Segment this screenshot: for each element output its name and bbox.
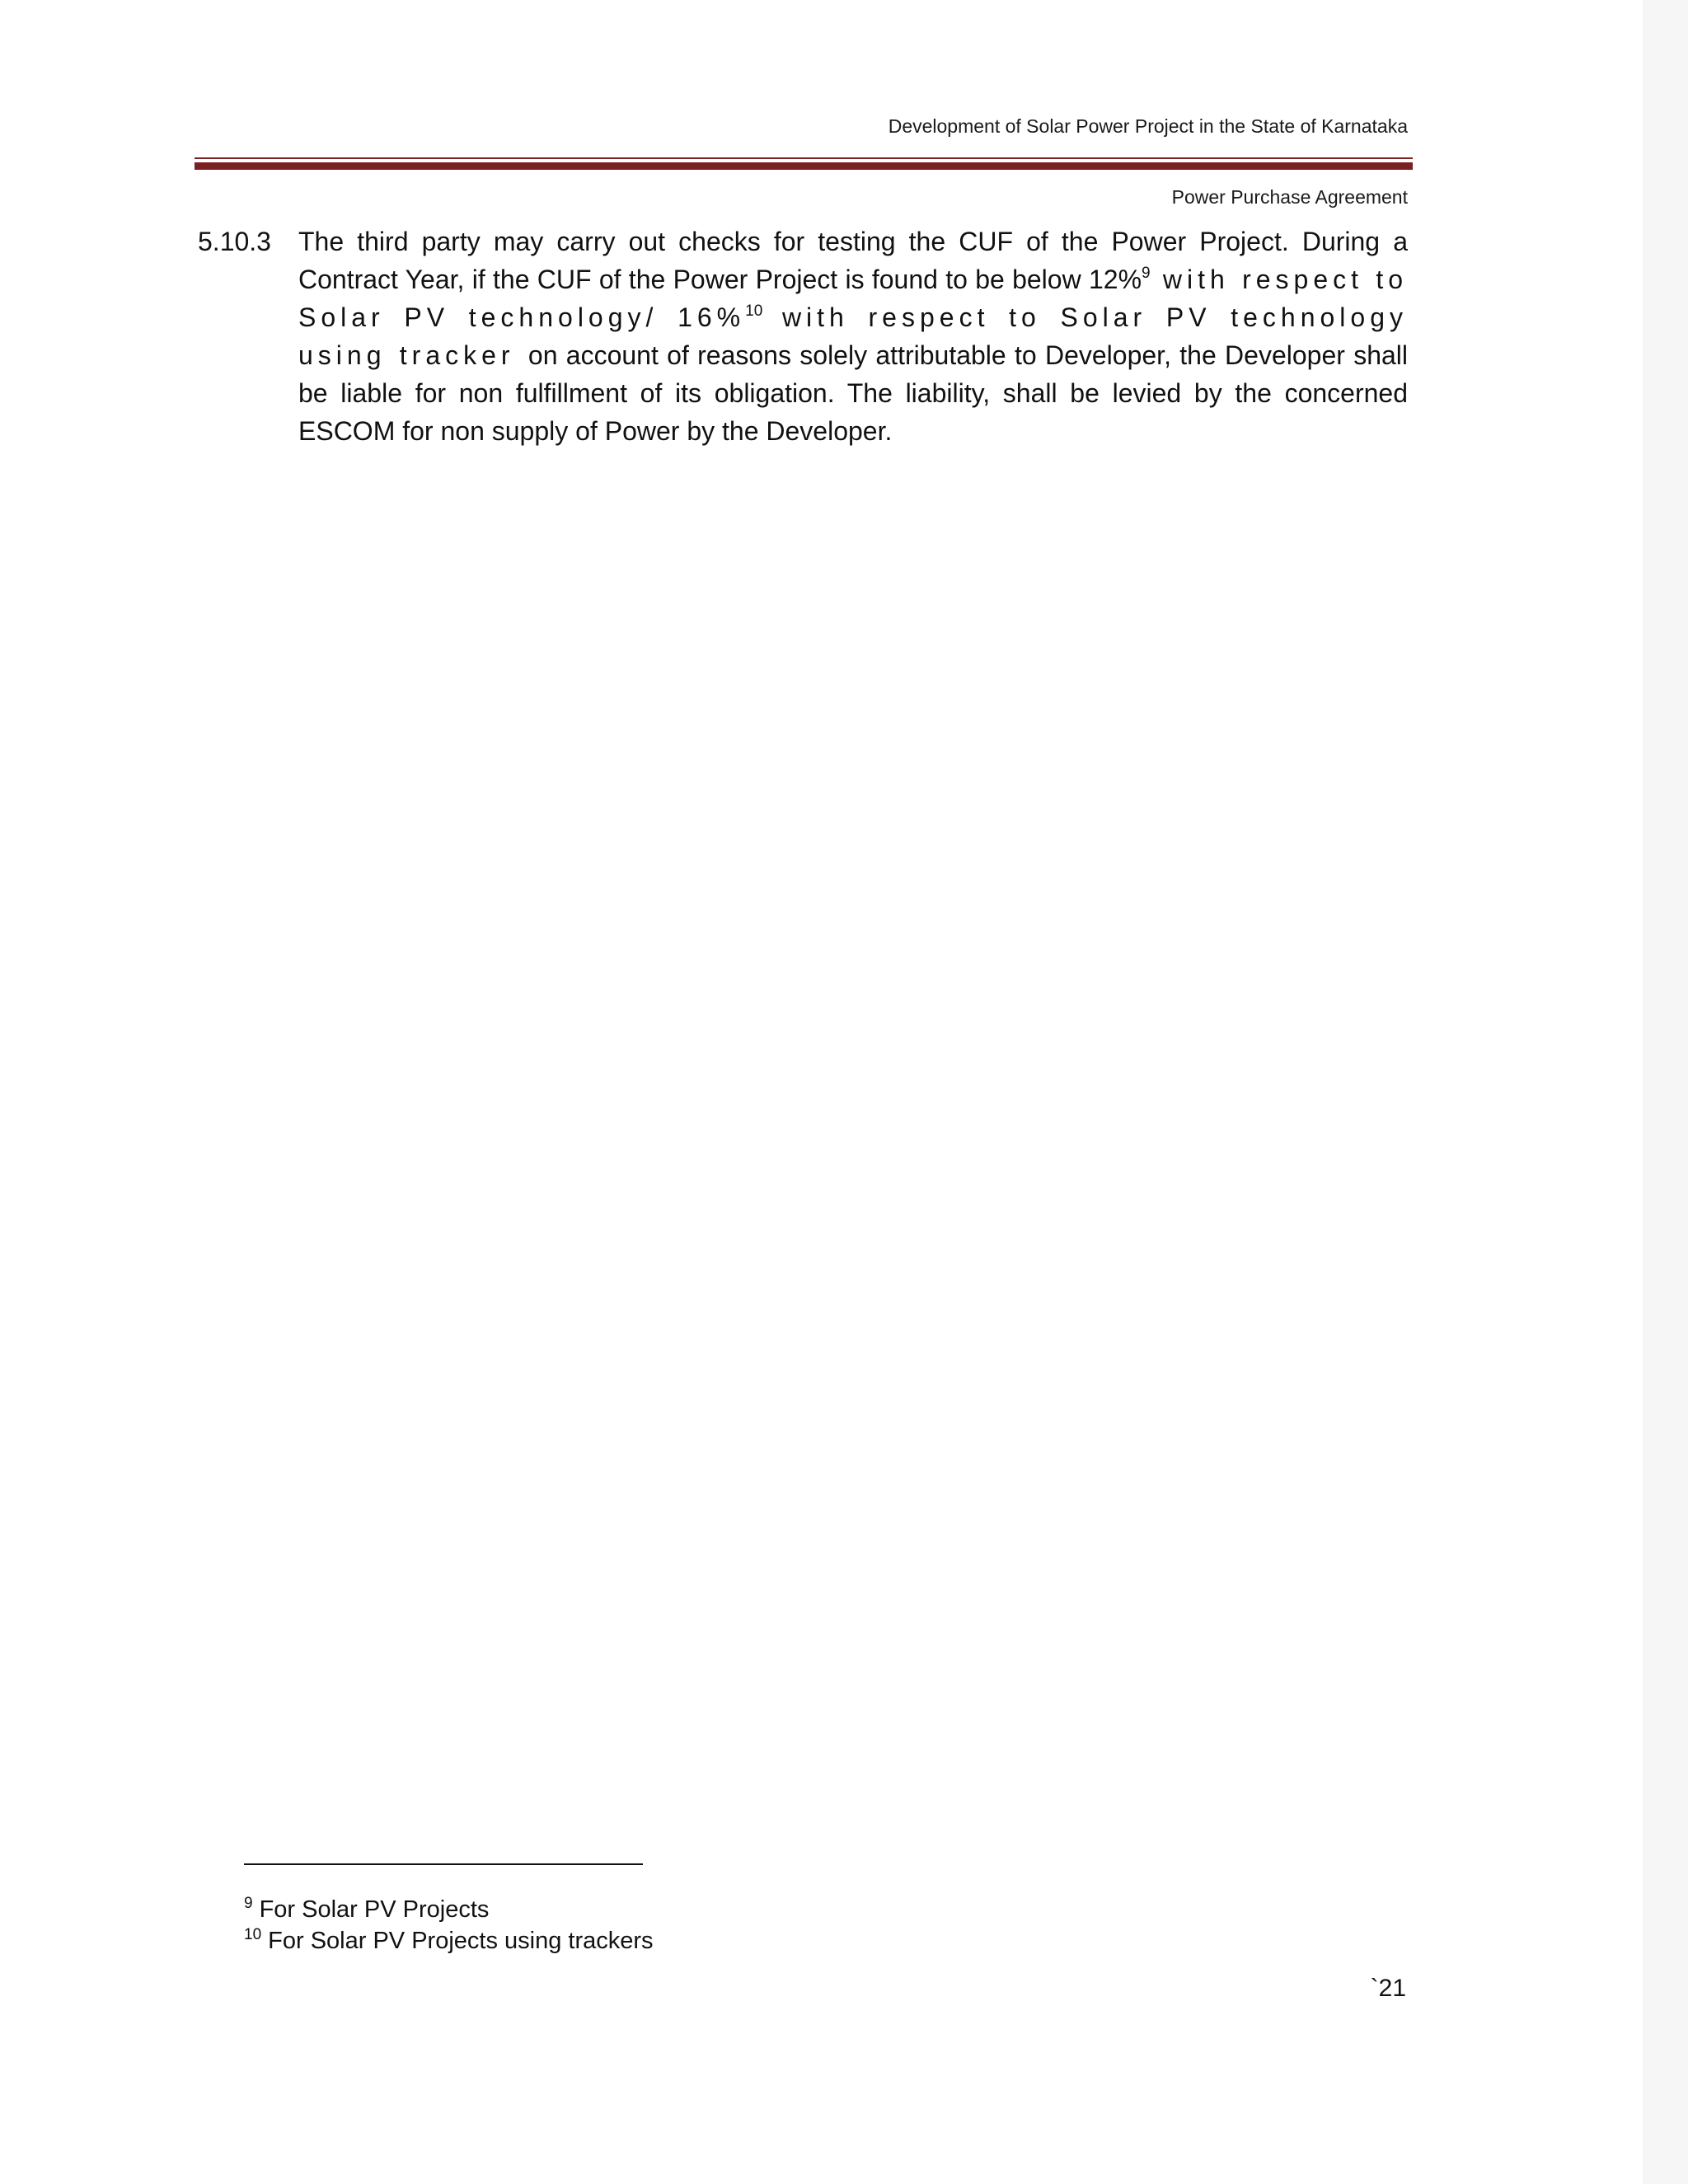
footnote-10 [244, 1925, 1233, 1957]
clause-body [298, 223, 1408, 450]
footnote-ref-10: 10 [745, 302, 763, 320]
clause-text-spaced2: with respect to Solar PV technology using tracker [298, 302, 1408, 370]
clause-text-spaced1: with respect to Solar PV technology/ 16% [298, 265, 1409, 332]
clause-number: 5.10.3 [198, 227, 271, 256]
header-rule-thick [195, 162, 1413, 170]
page-number: `21 [1370, 1975, 1406, 2002]
footnote-mark: 9 [244, 1895, 253, 1912]
footnote-mark: 10 [244, 1926, 262, 1943]
clause-text-part2: on account of reasons solely attributable to Developer, the Developer shall be liable for non fulfillment of its obligation. The liability, shall be levied by the concerned ESCOM for non supply of Power by the Developer. [298, 340, 1409, 446]
header-subtitle: Power Purchase Agreement [1171, 186, 1408, 208]
footnote-ref-9: 9 [1142, 265, 1151, 282]
footnote-text: For Solar PV Projects using trackers [268, 1928, 654, 1954]
footnote-9 [244, 1894, 1233, 1925]
header-title: Development of Solar Power Project in the State of Karnataka [888, 115, 1408, 137]
footnote-separator [244, 1863, 643, 1865]
footnote-text: For Solar PV Projects [259, 1896, 490, 1923]
header-rule-thin [195, 157, 1413, 159]
clause-text-part1: The third party may carry out checks for testing the CUF of the Power Project. During a Contract Year, if the CUF of the Power Project is found to be below 12% [298, 227, 1408, 294]
page-edge-shadow [1643, 0, 1688, 2184]
footnotes [244, 1894, 1233, 1957]
